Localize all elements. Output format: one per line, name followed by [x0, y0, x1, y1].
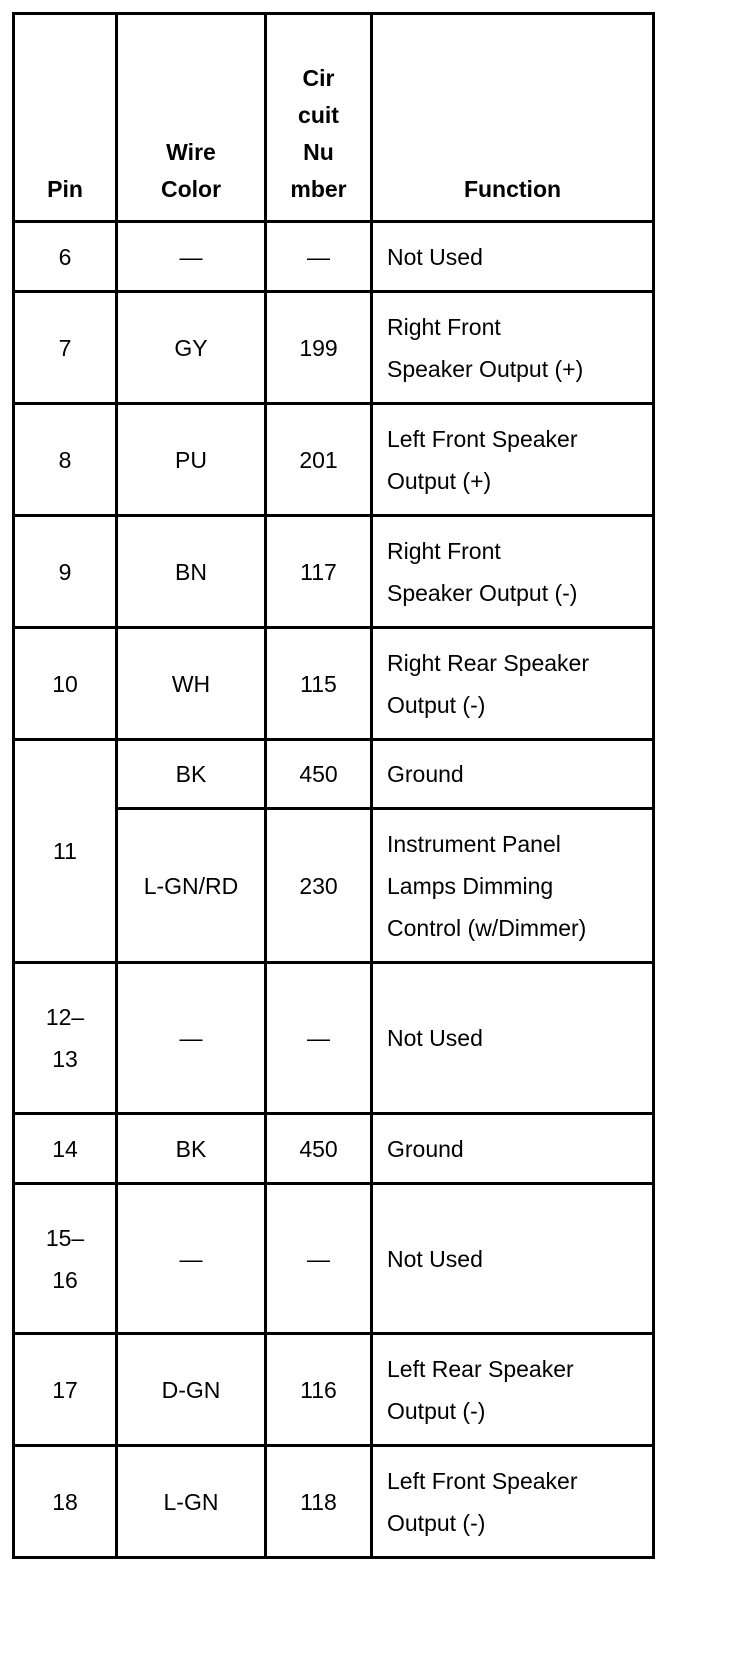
table-row — [14, 628, 654, 740]
circuit-number-cell: 118 — [266, 1446, 372, 1558]
circuit-number-cell: 450 — [266, 1114, 372, 1184]
pin-cell: 11 — [14, 740, 117, 963]
pin-cell: 14 — [14, 1114, 117, 1184]
pin-cell: 9 — [14, 516, 117, 628]
function-cell: Ground — [372, 1114, 654, 1184]
circuit-number-cell: — — [266, 1184, 372, 1334]
wire-color-cell: GY — [117, 292, 266, 404]
table-row — [14, 516, 654, 628]
wire-color-cell: D-GN — [117, 1334, 266, 1446]
function-cell: Instrument Panel Lamps Dimming Control (w/Dimmer) — [372, 809, 654, 963]
table-row — [14, 404, 654, 516]
circuit-number-cell: 117 — [266, 516, 372, 628]
wire-color-cell: BN — [117, 516, 266, 628]
circuit-number-cell: 199 — [266, 292, 372, 404]
function-cell: Right Rear Speaker Output (-) — [372, 628, 654, 740]
circuit-number-cell: 115 — [266, 628, 372, 740]
function-cell: Not Used — [372, 963, 654, 1114]
pin-cell: 10 — [14, 628, 117, 740]
function-cell: Not Used — [372, 222, 654, 292]
function-cell: Left Front Speaker Output (-) — [372, 1446, 654, 1558]
pin-cell: 12– 13 — [14, 963, 117, 1114]
function-cell: Not Used — [372, 1184, 654, 1334]
pin-table — [12, 12, 655, 1559]
pin-cell: 7 — [14, 292, 117, 404]
header-row — [14, 14, 654, 222]
header-pin: Pin — [14, 14, 117, 222]
pin-cell: 17 — [14, 1334, 117, 1446]
wire-color-cell: — — [117, 963, 266, 1114]
table-row — [14, 222, 654, 292]
wire-color-cell: L-GN — [117, 1446, 266, 1558]
function-cell: Left Front Speaker Output (+) — [372, 404, 654, 516]
header-wire-color: Wire Color — [117, 14, 266, 222]
table-row — [14, 1334, 654, 1446]
function-cell: Left Rear Speaker Output (-) — [372, 1334, 654, 1446]
circuit-number-cell: — — [266, 963, 372, 1114]
circuit-number-cell: 116 — [266, 1334, 372, 1446]
wire-color-cell: WH — [117, 628, 266, 740]
circuit-number-cell: — — [266, 222, 372, 292]
wire-color-cell: BK — [117, 740, 266, 809]
circuit-number-cell: 450 — [266, 740, 372, 809]
table-row — [14, 1446, 654, 1558]
circuit-number-cell: 201 — [266, 404, 372, 516]
function-cell: Ground — [372, 740, 654, 809]
wire-color-cell: — — [117, 222, 266, 292]
pin-cell: 6 — [14, 222, 117, 292]
wire-color-cell: PU — [117, 404, 266, 516]
table-row — [14, 1114, 654, 1184]
wire-color-cell: BK — [117, 1114, 266, 1184]
pin-cell: 8 — [14, 404, 117, 516]
table-row — [14, 963, 654, 1114]
function-cell: Right Front Speaker Output (+) — [372, 292, 654, 404]
wire-color-cell: — — [117, 1184, 266, 1334]
table-row — [14, 1184, 654, 1334]
pin-cell: 15– 16 — [14, 1184, 117, 1334]
header-circuit-number: Cir cuit Nu mber — [266, 14, 372, 222]
function-cell: Right Front Speaker Output (-) — [372, 516, 654, 628]
wire-color-cell: L-GN/RD — [117, 809, 266, 963]
table-row — [14, 292, 654, 404]
header-function: Function — [372, 14, 654, 222]
circuit-number-cell: 230 — [266, 809, 372, 963]
pin-cell: 18 — [14, 1446, 117, 1558]
table-row — [14, 740, 654, 809]
